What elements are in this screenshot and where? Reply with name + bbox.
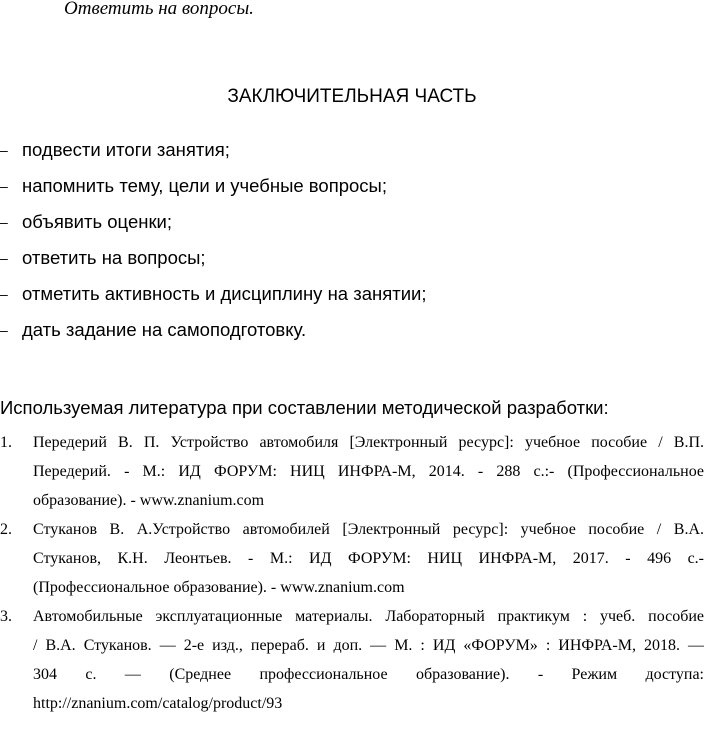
- reference-item: [0, 515, 704, 602]
- reference-item: [0, 428, 704, 515]
- reference-number: 1.: [0, 434, 12, 451]
- bullet-dash: –: [0, 214, 8, 230]
- task-item: [0, 246, 427, 282]
- bullet-dash: –: [0, 250, 8, 266]
- bullet-dash: –: [0, 286, 8, 302]
- reference-line: Стуканов В. А.Устройство автомобилей [Электронный ресурс]: учебное пособие / В.А.: [33, 521, 704, 538]
- task-text: дать задание на самоподготовку.: [22, 319, 307, 340]
- reference-item: [0, 602, 704, 718]
- reference-list: [0, 428, 704, 718]
- literature-title: Используемая литература при составлении методической разработки:: [0, 397, 609, 418]
- reference-line: / В.А. Стуканов. — 2-е изд., перераб. и доп. — М. : ИД «ФОРУМ» : ИНФРА-М, 2018. —: [33, 637, 704, 654]
- bullet-dash: –: [0, 178, 8, 194]
- reference-line: Автомобильные эксплуатационные материалы. Лабораторный практикум : учеб. пособие: [33, 608, 704, 625]
- reference-line: http://znanium.com/catalog/product/93: [33, 695, 283, 712]
- task-text: подвести итоги занятия;: [22, 139, 230, 160]
- reference-line: Передерий. - М.: ИД ФОРУМ: НИЦ ИНФРА-М, 2014. - 288 с.:- (Профессиональное: [33, 463, 704, 480]
- task-list: [0, 138, 427, 354]
- section-title: ЗАКЛЮЧИТЕЛЬНАЯ ЧАСТЬ: [227, 86, 477, 107]
- task-text: отметить активность и дисциплину на занятии;: [22, 283, 427, 304]
- bullet-dash: –: [0, 142, 8, 158]
- reference-line: 304 с. — (Среднее профессиональное образование). - Режим доступа:: [33, 666, 704, 683]
- reference-number: 2.: [0, 521, 12, 538]
- reference-line: (Профессиональное образование). - www.znanium.com: [33, 579, 405, 596]
- reference-line: Стуканов, К.Н. Леонтьев. - М.: ИД ФОРУМ: НИЦ ИНФРА-М, 2017. - 496 с.-: [33, 550, 704, 567]
- task-text: ответить на вопросы;: [22, 247, 206, 268]
- task-item: [0, 174, 427, 210]
- task-item: [0, 282, 427, 318]
- task-item: [0, 210, 427, 246]
- reference-number: 3.: [0, 608, 12, 625]
- bullet-dash: –: [0, 322, 8, 338]
- intro-text: Ответить на вопросы.: [64, 0, 254, 19]
- task-text: напомнить тему, цели и учебные вопросы;: [22, 175, 387, 196]
- reference-line: образование). - www.znanium.com: [33, 492, 265, 509]
- reference-line: Передерий В. П. Устройство автомобиля [Электронный ресурс]: учебное пособие / В.П.: [33, 434, 704, 451]
- task-text: объявить оценки;: [22, 211, 173, 232]
- task-item: [0, 138, 427, 174]
- task-item: [0, 318, 427, 354]
